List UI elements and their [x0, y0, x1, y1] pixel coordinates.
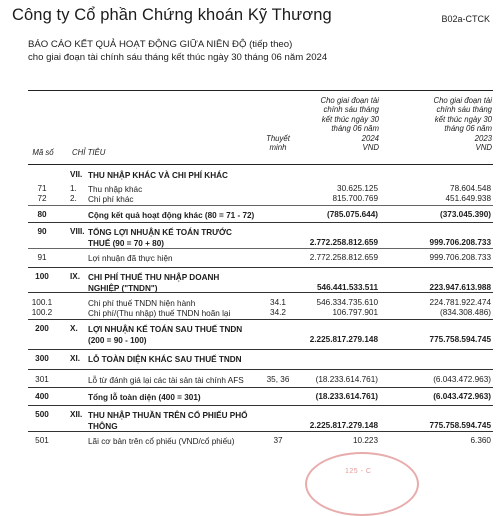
report-title: BÁO CÁO KẾT QUẢ HOẠT ĐỘNG GIỮA NIÊN ĐỘ (tiếp theo) [28, 39, 293, 50]
row-label-line: CHI PHÍ THUẾ THU NHẬP DOANH [88, 273, 220, 282]
row-code: 90 [37, 227, 47, 236]
row-value-prior: 999.706.208.733 [429, 238, 491, 247]
row-code: 80 [37, 210, 47, 219]
row-separator [28, 205, 493, 206]
row-separator [28, 387, 493, 388]
row-label [88, 410, 248, 432]
row-value-current: 546.441.533.511 [316, 283, 378, 292]
row-label [88, 227, 232, 249]
row-label-line: LỢI NHUẬN KẾ TOÁN SAU THUẾ TNDN [88, 325, 243, 334]
row-value-prior: 6.360 [470, 436, 491, 445]
row-label [88, 194, 134, 205]
row-value-prior: 775.758.594.745 [429, 335, 491, 344]
row-separator [28, 405, 493, 406]
row-label-line: TỔNG LỢI NHUẬN KẾ TOÁN TRƯỚC [88, 228, 232, 237]
col-header-prior-line: 2023 [474, 133, 492, 143]
row-label-line: Chi phí/(Thu nhập) thuế TNDN hoãn lại [88, 309, 231, 318]
row-label-line: Tổng lỗ toàn diện (400 = 301) [88, 393, 201, 402]
col-header-current-line: Cho giai đoạn tài [320, 96, 379, 105]
col-header-prior-line: chính sáu tháng [436, 105, 492, 115]
row-code: 301 [35, 375, 49, 384]
row-note: 34.2 [270, 308, 286, 317]
row-label [88, 308, 230, 319]
row-label-line: THU NHẬP THUẦN TRÊN CỔ PHIẾU PHỔ [88, 411, 248, 420]
row-note: 37 [273, 436, 283, 445]
row-separator [28, 248, 493, 249]
row-label [88, 324, 242, 346]
row-code: 91 [37, 253, 47, 262]
row-value-prior: (834.308.486) [440, 308, 491, 317]
row-code: 500 [35, 410, 49, 419]
col-header-current-line: 2024 [361, 133, 379, 143]
row-code: 300 [35, 354, 49, 363]
row-value-prior: 78.604.548 [450, 184, 491, 193]
row-value-current: 546.334.735.610 [316, 298, 378, 307]
row-roman-number: XII. [70, 410, 83, 419]
row-roman-number: VII. [70, 170, 83, 179]
company-seal-text: 125 - C [345, 468, 372, 475]
row-value-current: 30.625.125 [337, 184, 378, 193]
row-label-line: Chi phí thuế TNDN hiện hành [88, 299, 196, 308]
col-header-current-line: VND [362, 143, 379, 153]
row-label [88, 170, 228, 181]
row-value-current: 106.797.901 [332, 308, 378, 317]
col-header-prior-line: VND [475, 143, 492, 153]
row-value-current: 2.772.258.812.659 [309, 253, 378, 262]
row-value-current: (785.075.644) [327, 210, 378, 219]
row-separator [28, 369, 493, 370]
row-value-prior: 224.781.922.474 [429, 298, 491, 307]
row-label-line: THU NHẬP KHÁC VÀ CHI PHÍ KHÁC [88, 171, 228, 180]
company-name: Công ty Cổ phần Chứng khoán Kỹ Thương [12, 6, 332, 24]
col-header-prior-line: tháng 06 năm [444, 124, 492, 134]
col-header-prior-line: Cho giai đoạn tài [433, 96, 492, 105]
col-header-note-line: minh [269, 143, 287, 153]
row-label-line: THUẾ (90 = 70 + 80) [88, 239, 164, 248]
col-header-note [258, 134, 298, 153]
col-header-current-line: chính sáu tháng [323, 105, 379, 115]
row-code: 100.1 [31, 298, 53, 307]
col-header-note-line: Thuyết [266, 134, 290, 143]
row-value-prior: (6.043.472.963) [433, 375, 491, 384]
row-code: 501 [35, 436, 49, 445]
row-roman-number: 2. [70, 194, 77, 203]
row-value-current: 815.700.769 [332, 194, 378, 203]
row-separator [28, 349, 493, 350]
row-code: 200 [35, 324, 49, 333]
row-code: 71 [37, 184, 47, 193]
row-label-line: Cộng kết quả hoạt động khác (80 = 71 - 72) [88, 211, 255, 220]
row-separator [28, 267, 493, 268]
row-value-prior: 451.649.938 [445, 194, 491, 203]
row-code: 100.2 [31, 308, 53, 317]
row-code: 400 [35, 392, 49, 401]
row-value-current: 2.225.817.279.148 [309, 335, 378, 344]
row-label [88, 375, 244, 386]
row-label-line: Lãi cơ bản trên cổ phiếu (VND/cổ phiếu) [88, 437, 235, 446]
row-value-current: 2.225.817.279.148 [309, 421, 378, 430]
row-label-line: Lợi nhuận đã thực hiện [88, 254, 173, 263]
row-value-prior: 999.706.208.733 [429, 253, 491, 262]
row-roman-number: IX. [70, 272, 81, 281]
row-label-line: THÔNG [88, 422, 118, 431]
row-value-prior: 223.947.613.988 [429, 283, 491, 292]
row-label-line: LỖ TOÀN DIỆN KHÁC SAU THUẾ TNDN [88, 355, 242, 364]
row-separator [28, 431, 493, 432]
col-header-code: Mã số [32, 148, 54, 157]
row-separator [28, 319, 493, 320]
row-label [88, 392, 201, 403]
col-header-item: CHỈ TIÊU [72, 148, 106, 157]
col-header-current-line: tháng 06 năm [331, 124, 379, 134]
col-header-prior [412, 96, 492, 152]
row-label-line: Lỗ từ đánh giá lại các tài sản tài chính AFS [88, 376, 244, 385]
row-label [88, 210, 254, 221]
row-label-line: NGHIỆP ("TNDN") [88, 284, 158, 293]
col-header-current [299, 96, 379, 152]
company-seal [305, 452, 419, 516]
row-value-current: (18.233.614.761) [315, 392, 378, 401]
row-separator [28, 292, 493, 293]
col-header-prior-line: kết thúc ngày 30 [434, 114, 492, 124]
row-value-current: 10.223 [352, 436, 378, 445]
row-code: 72 [37, 194, 47, 203]
form-code: B02a-CTCK [441, 14, 490, 24]
row-label [88, 253, 173, 264]
row-label [88, 272, 219, 294]
table-header-border [28, 164, 493, 165]
row-value-current: 2.772.258.812.659 [309, 238, 378, 247]
row-label [88, 436, 234, 447]
report-subtitle: cho giai đoạn tài chính sáu tháng kết thúc ngày 30 tháng 06 năm 2024 [28, 52, 328, 63]
table-top-border [28, 90, 493, 91]
row-label [88, 354, 242, 365]
row-label-line: (200 = 90 - 100) [88, 336, 147, 345]
row-roman-number: VIII. [70, 227, 85, 236]
row-separator [28, 222, 493, 223]
row-value-prior: (6.043.472.963) [433, 392, 491, 401]
row-roman-number: X. [70, 324, 78, 333]
row-note: 34.1 [270, 298, 286, 307]
row-code: 100 [35, 272, 49, 281]
row-value-prior: (373.045.390) [440, 210, 491, 219]
row-label-line: Thu nhập khác [88, 185, 143, 194]
row-note: 35, 36 [266, 375, 290, 384]
row-label-line: Chi phí khác [88, 195, 134, 204]
row-roman-number: 1. [70, 184, 77, 193]
row-value-current: (18.233.614.761) [315, 375, 378, 384]
row-roman-number: XI. [70, 354, 81, 363]
col-header-current-line: kết thúc ngày 30 [321, 114, 379, 124]
row-value-prior: 775.758.594.745 [429, 421, 491, 430]
